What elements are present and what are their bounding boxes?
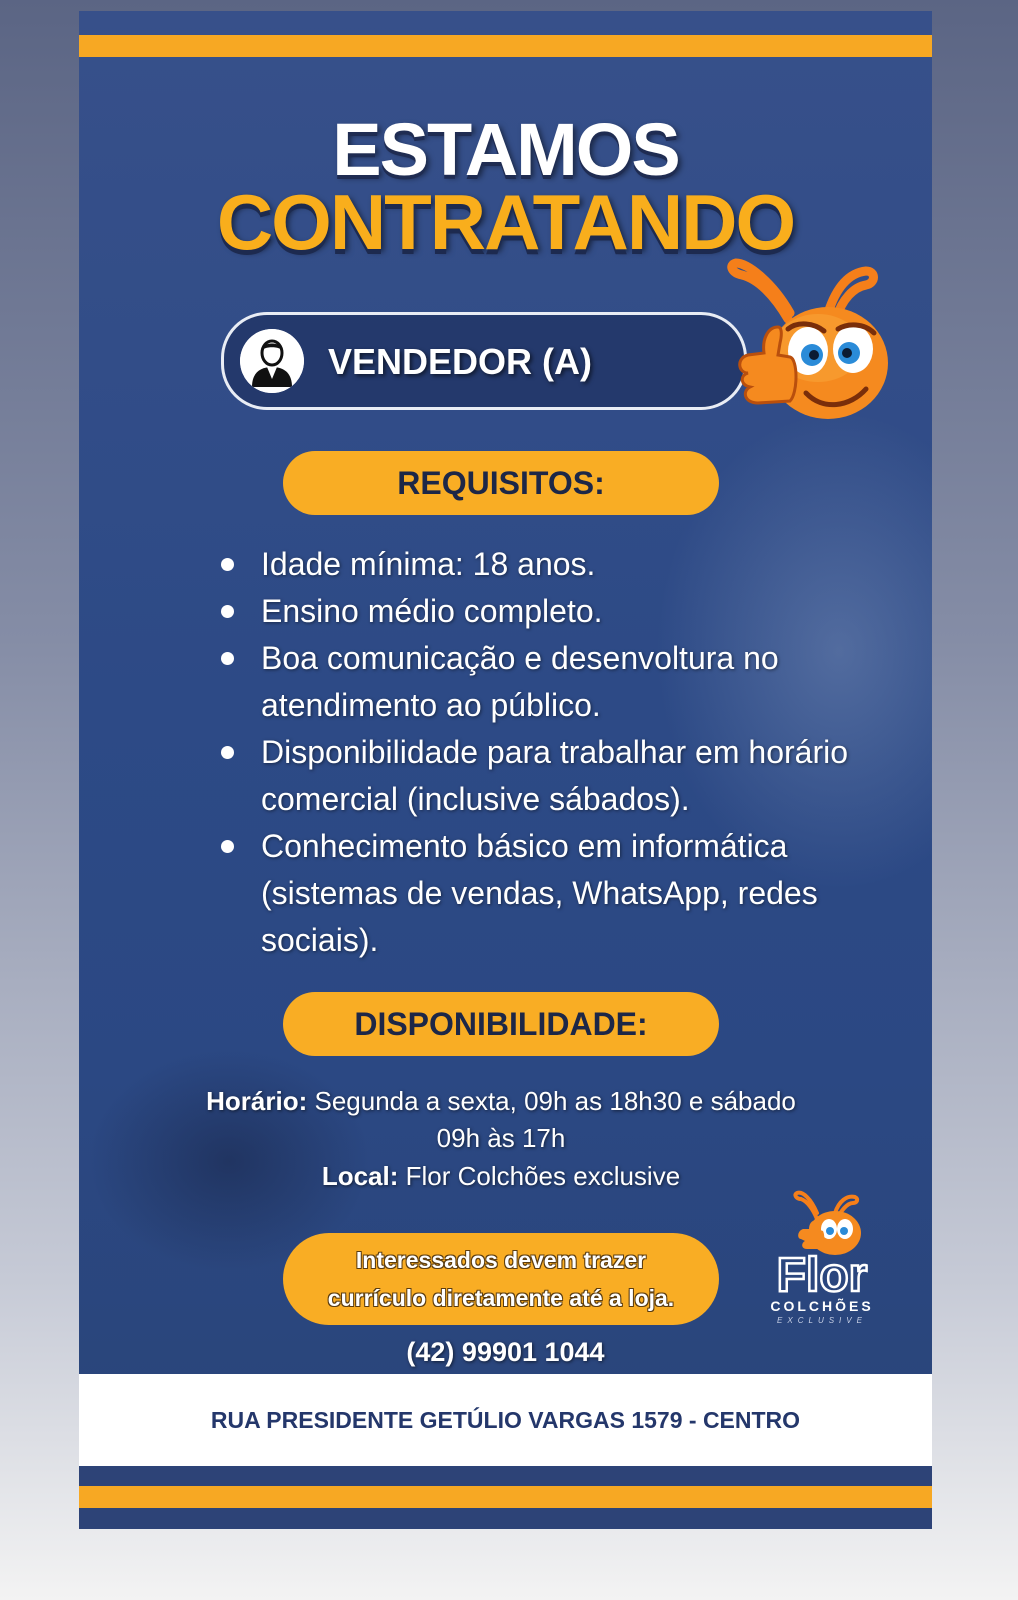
list-item: Conhecimento básico em informática (sistemas de vendas, WhatsApp, redes sociais). — [221, 823, 911, 964]
list-item: Idade mínima: 18 anos. — [221, 541, 911, 588]
hiring-poster — [79, 11, 932, 1529]
location-line — [171, 1161, 831, 1192]
job-title-pill — [221, 312, 747, 410]
address-band — [79, 1374, 932, 1466]
logo-brand-name: Flor — [776, 1249, 868, 1302]
schedule-value: Segunda a sexta, 09h as 18h30 e sábado — [307, 1086, 796, 1116]
top-accent-bar — [79, 35, 932, 57]
logo-brand-tag: EXCLUSIVE — [777, 1316, 867, 1325]
headline-line-2: CONTRATANDO — [216, 178, 795, 266]
cta-line-1: Interessados devem trazer — [355, 1247, 647, 1273]
list-item: Ensino médio completo. — [221, 588, 911, 635]
cta-line-2: currículo diretamente até a loja. — [327, 1285, 675, 1311]
list-item: Boa comunicação e desenvoltura no atendimento ao público. — [221, 635, 911, 729]
ant-mascot-icon — [678, 243, 918, 433]
job-title: VENDEDOR (A) — [328, 341, 593, 382]
requirements-list — [221, 541, 911, 964]
bottom-accent-bar — [79, 1486, 932, 1508]
schedule-label: Horário: — [206, 1086, 308, 1116]
schedule-line-1 — [171, 1086, 831, 1117]
availability-heading: DISPONIBILIDADE: — [283, 992, 719, 1056]
address: RUA PRESIDENTE GETÚLIO VARGAS 1579 - CENTRO — [210, 1407, 801, 1433]
requirements-heading: REQUISITOS: — [283, 451, 719, 515]
phone-number: (42) 99901 1044 — [406, 1337, 605, 1367]
schedule-line-2: 09h às 17h — [436, 1123, 566, 1153]
location-label: Local: — [321, 1161, 399, 1191]
logo-brand-sub: COLCHÕES — [770, 1298, 874, 1314]
flor-colchoes-logo — [747, 1183, 897, 1333]
person-icon — [240, 329, 304, 393]
cta-pill — [283, 1233, 719, 1325]
headline-line-1: ESTAMOS — [332, 108, 679, 191]
list-item: Disponibilidade para trabalhar em horário comercial (inclusive sábados). — [221, 729, 911, 823]
location-value: Flor Colchões exclusive — [398, 1161, 681, 1191]
